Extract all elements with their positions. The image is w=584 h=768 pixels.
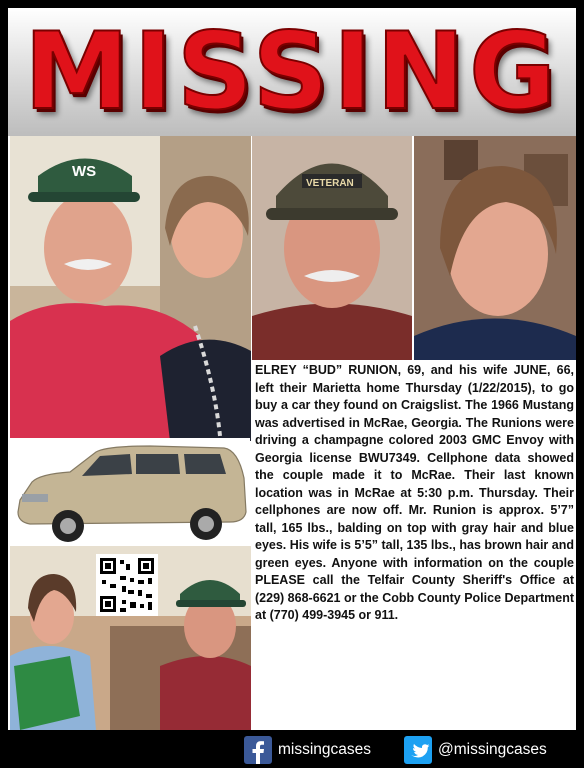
photo-couple [10,136,251,441]
svg-text:WS: WS [72,163,97,180]
title-banner [8,8,576,136]
twitter-icon [404,736,432,764]
photo-man-veteran [252,136,412,360]
facebook-icon [244,736,272,764]
svg-text:VETERAN: VETERAN [306,178,354,189]
photo-woman [414,136,576,360]
missing-poster [8,8,576,730]
case-description: ELREY “BUD” RUNION, 69, and his wife JUNE, 66, left their Marietta home Thursday (1/22/2015), to go buy a car they found on Craigslist. The 1966 Mustang was advertised in McRae, Georgia. The Runions were driving a champagne colored 2003 GMC Envoy with Georgia license BWU7349. Cellphone data showed the couple made it to McRae. Their last known location was in McRae at 5:30 p.m. Thursday. Their cellphones are now off. Mr. Runion is approx. 5’7” tall, 165 lbs., balding on top with gray hair and blue eyes. His wife is 5’5” tall, 135 lbs., has brown hair and green eyes. Anyone with information on the couple PLEASE call the Telfair County Sheriff's Office at (229) 868-6621 or the Cobb County Police Department at (770) 499-3945 or 911. [255,363,574,622]
photo-couple-seated [10,546,251,730]
vehicle-image [10,438,250,550]
twitter-link[interactable] [404,736,547,764]
facebook-handle: missingcases [278,741,372,758]
twitter-handle: @missingcases [438,741,547,758]
missing-title: MISSING [23,10,560,133]
facebook-link[interactable] [244,736,371,764]
